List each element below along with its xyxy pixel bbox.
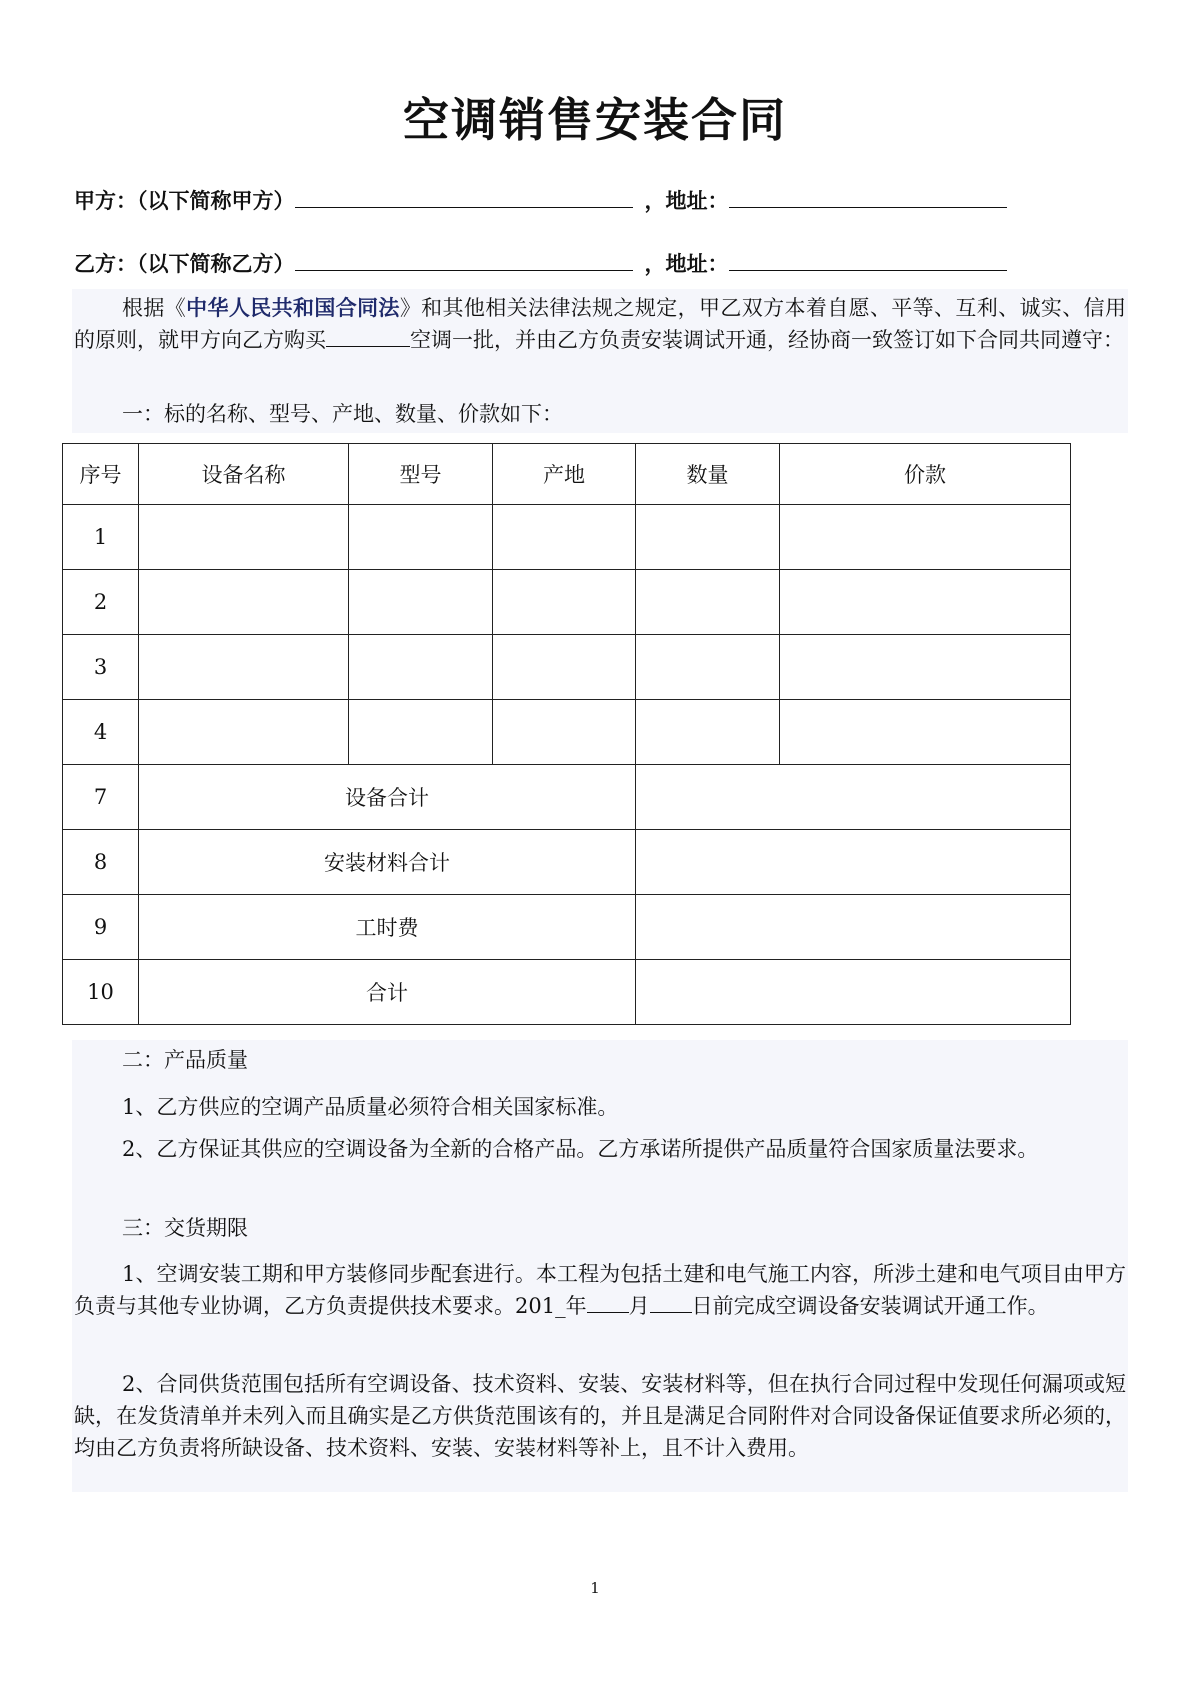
summary-label: 安装材料合计 [139, 830, 636, 895]
party-a-label: 甲方：（以下简称甲方） [74, 189, 295, 213]
quantity-cell[interactable] [636, 505, 780, 570]
row-number: 7 [63, 765, 139, 830]
contract-title: 空调销售安装合同 [403, 93, 787, 147]
table-header-row [63, 444, 1071, 505]
quantity-cell[interactable] [636, 635, 780, 700]
equipment-name-cell[interactable] [139, 505, 349, 570]
summary-value-cell[interactable] [636, 960, 1071, 1025]
summary-label: 设备合计 [139, 765, 636, 830]
summary-label: 工时费 [139, 895, 636, 960]
section-2-item-1: 1、乙方供应的空调产品质量必须符合相关国家标准。 [122, 1095, 619, 1119]
model-cell[interactable] [349, 635, 493, 700]
row-number: 4 [63, 700, 139, 765]
price-cell[interactable] [780, 505, 1071, 570]
model-cell[interactable] [349, 700, 493, 765]
origin-cell[interactable] [493, 700, 636, 765]
price-cell[interactable] [780, 570, 1071, 635]
summary-row-equipment-total [63, 765, 1071, 830]
row-number: 3 [63, 635, 139, 700]
party-b-address-label: ，地址： [644, 252, 729, 276]
row-number: 10 [63, 960, 139, 1025]
party-a-address-label: ，地址： [644, 189, 729, 213]
section-1-heading: 一：标的名称、型号、产地、数量、价款如下： [122, 402, 563, 426]
summary-value-cell[interactable] [636, 830, 1071, 895]
section-3-heading: 三：交货期限 [122, 1216, 248, 1240]
party-b-row [74, 248, 1007, 282]
summary-row-grand-total [63, 960, 1071, 1025]
equipment-name-cell[interactable] [139, 700, 349, 765]
price-cell[interactable] [780, 635, 1071, 700]
row-number: 2 [63, 570, 139, 635]
summary-value-cell[interactable] [636, 895, 1071, 960]
party-a-row [74, 185, 1007, 219]
party-b-label: 乙方：（以下简称乙方） [74, 252, 295, 276]
brand-blank[interactable] [326, 326, 410, 347]
party-a-address-blank[interactable] [729, 185, 1007, 208]
equipment-name-cell[interactable] [139, 635, 349, 700]
summary-row-materials-total [63, 830, 1071, 895]
section-2-item-2: 2、乙方保证其供应的空调设备为全新的合格产品。乙方承诺所提供产品质量符合国家质量法要求。 [122, 1137, 1039, 1161]
party-b-address-blank[interactable] [729, 248, 1007, 271]
day-blank[interactable] [650, 1292, 692, 1313]
row-number: 9 [63, 895, 139, 960]
party-b-name-blank[interactable] [295, 248, 633, 271]
model-cell[interactable] [349, 570, 493, 635]
table-row [63, 635, 1071, 700]
origin-cell[interactable] [493, 635, 636, 700]
summary-label: 合计 [139, 960, 636, 1025]
section-3-item-1: 1、空调安装工期和甲方装修同步配套进行。本工程为包括土建和电气施工内容，所涉土建和电气项目由甲方负责与其他专业协调，乙方负责提供技术要求。201_年 月 日前完成空调设备安装调试开通工作。 [74, 1262, 1126, 1318]
quantity-cell[interactable] [636, 570, 780, 635]
equipment-table [62, 443, 1071, 1025]
table-row [63, 505, 1071, 570]
row-number: 1 [63, 505, 139, 570]
quantity-cell[interactable] [636, 700, 780, 765]
origin-cell[interactable] [493, 505, 636, 570]
party-a-name-blank[interactable] [295, 185, 633, 208]
header-price: 价款 [780, 444, 1071, 505]
law-name: 中华人民共和国合同法 [186, 296, 400, 320]
intro-paragraph: 根据《中华人民共和国合同法》和其他相关法律法规之规定，甲乙双方本着自愿、平等、互利、诚实、信用的原则，就甲方向乙方购买 空调一批，并由乙方负责安装调试开通，经协商一致签订如下合同共同遵守： [74, 296, 1127, 352]
row-number: 8 [63, 830, 139, 895]
section-3-item-2: 2、合同供货范围包括所有空调设备、技术资料、安装、安装材料等，但在执行合同过程中发现任何漏项或短缺，在发货清单并未列入而且确实是乙方供货范围该有的，并且是满足合同附件对合同设备保证值要求所必须的，均由乙方负责将所缺设备、技术资料、安装、安装材料等补上，且不计入费用。 [74, 1372, 1126, 1460]
price-cell[interactable] [780, 700, 1071, 765]
origin-cell[interactable] [493, 570, 636, 635]
equipment-name-cell[interactable] [139, 570, 349, 635]
header-model: 型号 [349, 444, 493, 505]
month-blank[interactable] [587, 1292, 629, 1313]
header-quantity: 数量 [636, 444, 780, 505]
section-2-heading: 二：产品质量 [122, 1048, 248, 1072]
table-row [63, 570, 1071, 635]
summary-row-labor-fee [63, 895, 1071, 960]
table-row [63, 700, 1071, 765]
summary-value-cell[interactable] [636, 765, 1071, 830]
header-no: 序号 [63, 444, 139, 505]
page-number: 1 [590, 1579, 600, 1597]
model-cell[interactable] [349, 505, 493, 570]
header-origin: 产地 [493, 444, 636, 505]
header-equipment-name: 设备名称 [139, 444, 349, 505]
